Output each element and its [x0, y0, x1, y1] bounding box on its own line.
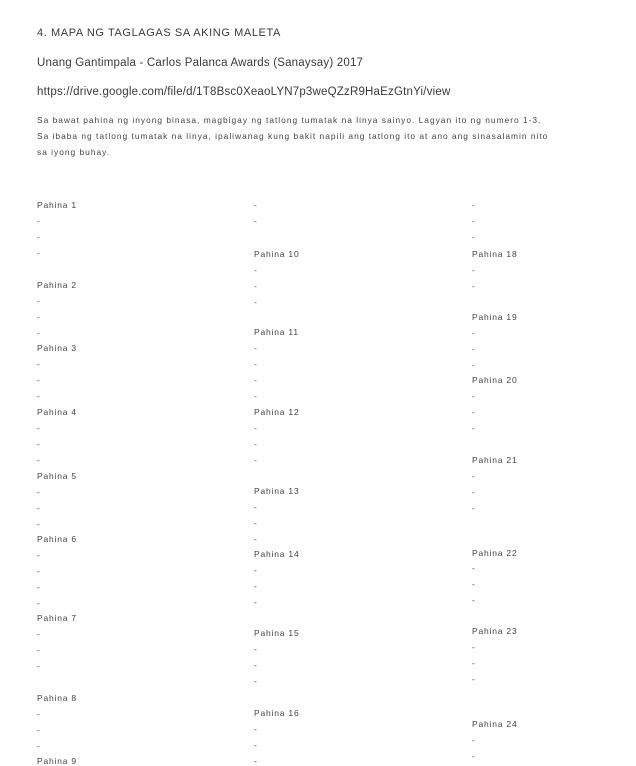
blank-line-marker: - — [254, 439, 258, 449]
blank-line-marker: - — [37, 312, 41, 322]
blank-line-marker: - — [37, 661, 41, 671]
blank-line-marker: - — [37, 550, 41, 560]
blank-line-marker: - — [254, 676, 258, 686]
blank-line-marker: - — [472, 503, 476, 513]
blank-line-marker: - — [37, 328, 41, 338]
page-heading: Pahina 4 — [37, 407, 77, 417]
page-heading: Pahina 1 — [37, 200, 77, 210]
blank-line-marker: - — [472, 407, 476, 417]
blank-line-marker: - — [254, 644, 258, 654]
page-heading: Pahina 15 — [254, 628, 300, 638]
page-heading: Pahina 11 — [254, 327, 299, 337]
blank-line-marker: - — [37, 519, 41, 529]
blank-line-marker: - — [37, 566, 41, 576]
page-heading: Pahina 19 — [472, 312, 518, 322]
blank-line-marker: - — [472, 328, 476, 338]
instruction-line: Sa bawat pahina ng inyong binasa, magbigay ng tatlong tumatak na linya sainyo. Lagyan ito ng numero 1-3. — [37, 115, 542, 125]
blank-line-marker: - — [472, 216, 476, 226]
blank-line-marker: - — [472, 595, 476, 605]
blank-line-marker: - — [254, 534, 258, 544]
blank-line-marker: - — [472, 579, 476, 589]
blank-line-marker: - — [254, 343, 258, 353]
blank-line-marker: - — [472, 674, 476, 684]
blank-line-marker: - — [254, 581, 258, 591]
blank-line-marker: - — [472, 751, 476, 761]
blank-line-marker: - — [37, 725, 41, 735]
blank-line-marker: - — [37, 487, 41, 497]
blank-line-marker: - — [37, 503, 41, 513]
blank-line-marker: - — [254, 724, 258, 734]
blank-line-marker: - — [254, 597, 258, 607]
document-subtitle: Unang Gantimpala - Carlos Palanca Awards (Sanaysay) 2017 — [37, 57, 364, 69]
page-heading: Pahina 7 — [37, 613, 77, 623]
blank-line-marker: - — [254, 756, 258, 766]
page-heading: Pahina 20 — [472, 375, 518, 385]
page-heading: Pahina 8 — [37, 693, 77, 703]
blank-line-marker: - — [254, 455, 258, 465]
page-heading: Pahina 10 — [254, 249, 300, 259]
page-heading: Pahina 3 — [37, 343, 77, 353]
blank-line-marker: - — [472, 735, 476, 745]
blank-line-marker: - — [472, 265, 476, 275]
blank-line-marker: - — [254, 216, 258, 226]
blank-line-marker: - — [472, 344, 476, 354]
page-heading: Pahina 16 — [254, 708, 300, 718]
blank-line-marker: - — [254, 297, 258, 307]
blank-line-marker: - — [254, 740, 258, 750]
blank-line-marker: - — [37, 598, 41, 608]
page-heading: Pahina 9 — [37, 756, 77, 766]
blank-line-marker: - — [254, 200, 258, 210]
blank-line-marker: - — [37, 709, 41, 719]
blank-line-marker: - — [472, 642, 476, 652]
blank-line-marker: - — [254, 565, 258, 575]
instruction-line: Sa ibaba ng tatlong tumatak na linya, ipaliwanag kung bakit napili ang tatlong ito at ano ang sinasalamin nito — [37, 131, 549, 141]
blank-line-marker: - — [37, 216, 41, 226]
blank-line-marker: - — [472, 391, 476, 401]
blank-line-marker: - — [254, 281, 258, 291]
blank-line-marker: - — [472, 563, 476, 573]
blank-line-marker: - — [472, 232, 476, 242]
page-heading: Pahina 6 — [37, 534, 77, 544]
blank-line-marker: - — [254, 502, 258, 512]
blank-line-marker: - — [37, 645, 41, 655]
blank-line-marker: - — [472, 360, 476, 370]
blank-line-marker: - — [472, 487, 476, 497]
blank-line-marker: - — [254, 375, 258, 385]
blank-line-marker: - — [37, 232, 41, 242]
page-heading: Pahina 23 — [472, 626, 518, 636]
page-heading: Pahina 22 — [472, 548, 518, 558]
page-heading: Pahina 14 — [254, 549, 300, 559]
page-heading: Pahina 5 — [37, 471, 77, 481]
blank-line-marker: - — [37, 248, 41, 258]
page-heading: Pahina 12 — [254, 407, 300, 417]
instruction-line: sa iyong buhay. — [37, 147, 111, 157]
drive-link[interactable]: https://drive.google.com/file/d/1T8Bsc0XeaoLYN7p3weQZzR9HaEzGtnYi/view — [37, 86, 451, 98]
blank-line-marker: - — [37, 375, 41, 385]
page-heading: Pahina 13 — [254, 486, 300, 496]
blank-line-marker: - — [37, 391, 41, 401]
document-title: 4. MAPA NG TAGLAGAS SA AKING MALETA — [37, 27, 281, 39]
blank-line-marker: - — [254, 391, 258, 401]
page-heading: Pahina 18 — [472, 249, 518, 259]
page-heading: Pahina 24 — [472, 719, 518, 729]
blank-line-marker: - — [37, 423, 41, 433]
blank-line-marker: - — [254, 423, 258, 433]
blank-line-marker: - — [37, 359, 41, 369]
blank-line-marker: - — [472, 281, 476, 291]
blank-line-marker: - — [254, 265, 258, 275]
blank-line-marker: - — [254, 359, 258, 369]
page-heading: Pahina 21 — [472, 455, 518, 465]
blank-line-marker: - — [254, 660, 258, 670]
blank-line-marker: - — [37, 629, 41, 639]
blank-line-marker: - — [472, 471, 476, 481]
blank-line-marker: - — [472, 200, 476, 210]
blank-line-marker: - — [472, 423, 476, 433]
blank-line-marker: - — [37, 296, 41, 306]
blank-line-marker: - — [37, 741, 41, 751]
page-heading: Pahina 2 — [37, 280, 77, 290]
blank-line-marker: - — [37, 439, 41, 449]
blank-line-marker: - — [472, 658, 476, 668]
blank-line-marker: - — [37, 455, 41, 465]
blank-line-marker: - — [37, 582, 41, 592]
blank-line-marker: - — [254, 518, 258, 528]
